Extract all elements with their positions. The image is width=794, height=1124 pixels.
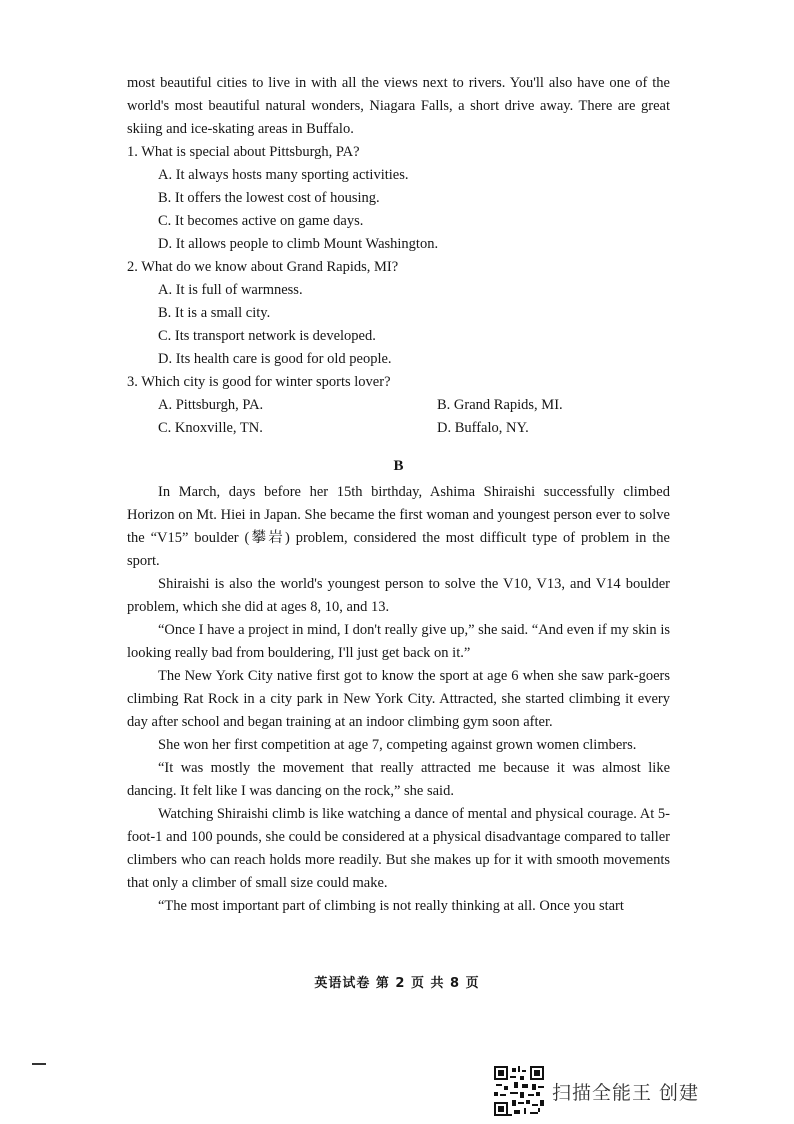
question-stem: 2. What do we know about Grand Rapids, MI? xyxy=(127,259,399,275)
option-a: A. It always hosts many sporting activities. xyxy=(158,167,409,183)
passage-paragraph: She won her first competition at age 7, competing against grown women climbers. xyxy=(158,737,637,753)
passage-paragraph: In March, days before her 15th birthday, Ashima Shiraishi successfully climbed Horizon on Mt. Hiei in Japan. She became the first woman and youngest person ever to solve the “V15” boulder (攀岩) problem, considered the most difficult type of problem in the sport. xyxy=(127,484,670,569)
watermark-text: 扫描全能王 创建 xyxy=(552,1081,700,1104)
scan-edge-mark xyxy=(32,1063,46,1065)
option-d: D. It allows people to climb Mount Washington. xyxy=(158,236,439,252)
passage-paragraph: Watching Shiraishi climb is like watching a dance of mental and physical courage. At 5-foot-1 and 100 pounds, she could be considered at a physical disadvantage compared to taller climbers who can reach holds more readily. But she makes up for it with smooth movements that only a climber of small size could make. xyxy=(127,806,670,891)
option-b: B. It offers the lowest cost of housing. xyxy=(158,190,380,206)
qr-code-icon xyxy=(494,1066,544,1116)
exam-page xyxy=(127,72,670,918)
option-b: B. It is a small city. xyxy=(158,305,271,321)
option-c: C. Its transport network is developed. xyxy=(158,328,376,344)
passage-paragraph: “It was mostly the movement that really attracted me because it was almost like dancing. It felt like I was dancing on the rock,” she said. xyxy=(127,760,670,799)
scanner-watermark xyxy=(494,1066,699,1116)
option-d: D. Buffalo, NY. xyxy=(437,420,529,436)
question-2 xyxy=(127,256,670,371)
question-1 xyxy=(127,141,670,256)
passage-paragraph: “The most important part of climbing is not really thinking at all. Once you start xyxy=(158,898,624,914)
section-b-title: B xyxy=(393,458,404,474)
question-3 xyxy=(127,371,670,440)
option-b: B. Grand Rapids, MI. xyxy=(437,397,563,413)
option-a: A. It is full of warmness. xyxy=(158,282,303,298)
option-a: A. Pittsburgh, PA. xyxy=(158,397,264,413)
question-stem: 1. What is special about Pittsburgh, PA? xyxy=(127,144,360,160)
page-footer: 英语试卷 第 2 页 共 8 页 xyxy=(314,976,480,991)
passage-paragraph: The New York City native first got to know the sport at age 6 when she saw park-goers climbing Rat Rock in a city park in New York City. Attracted, she started climbing it every day after school and began training at an indoor climbing gym soon after. xyxy=(127,668,670,730)
question-stem: 3. Which city is good for winter sports lover? xyxy=(127,374,391,390)
passage-b xyxy=(127,481,670,918)
option-c: C. Knoxville, TN. xyxy=(158,420,263,436)
passage-paragraph: “Once I have a project in mind, I don't really give up,” she said. “And even if my skin is looking really bad from bouldering, I'll just get back on it.” xyxy=(127,622,670,661)
option-c: C. It becomes active on game days. xyxy=(158,213,364,229)
options-grid xyxy=(158,394,670,440)
passage-paragraph: Shiraishi is also the world's youngest person to solve the V10, V13, and V14 boulder problem, which she did at ages 8, 10, and 13. xyxy=(127,576,670,615)
passage-a-ending: most beautiful cities to live in with all the views next to rivers. You'll also have one of the world's most beautiful natural wonders, Niagara Falls, a short drive away. There are great skiing and ice-skating areas in Buffalo. xyxy=(127,75,670,137)
option-d: D. Its health care is good for old people. xyxy=(158,351,392,367)
